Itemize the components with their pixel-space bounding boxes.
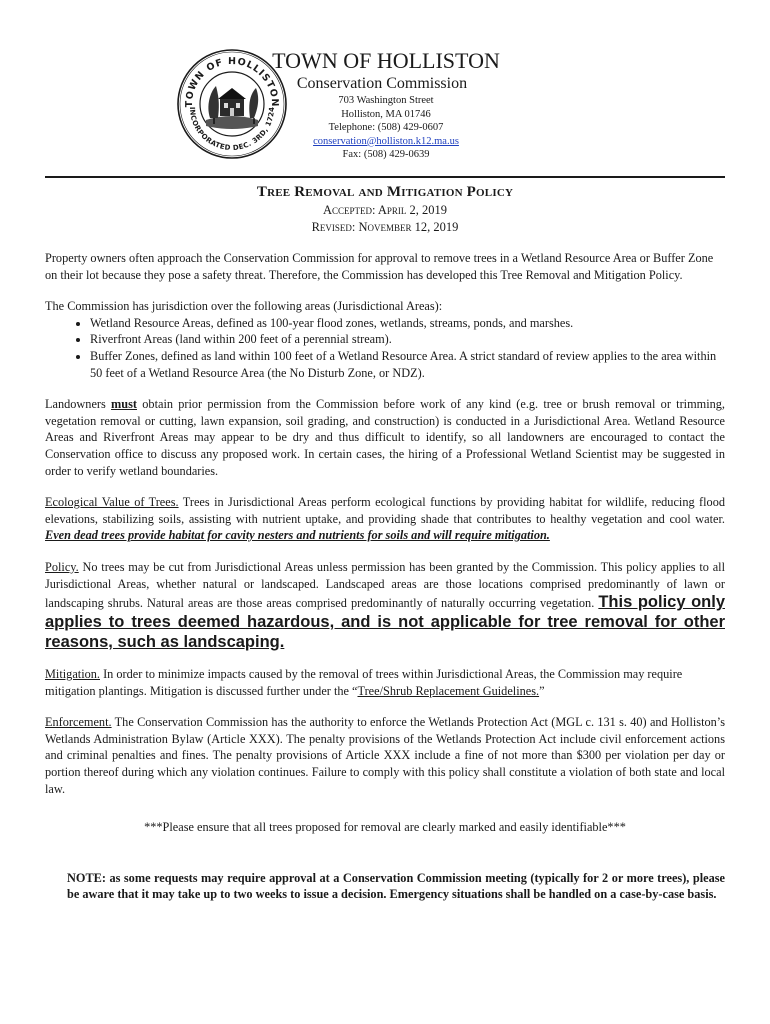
policy-heading: Policy. — [45, 559, 79, 574]
commission-name: Conservation Commission — [296, 75, 468, 92]
must-emphasis: must — [111, 397, 138, 412]
marking-notice: ***Please ensure that all trees proposed for removal are clearly marked and easily identifiable*** — [144, 820, 626, 835]
document-body — [45, 250, 725, 903]
enforcement-heading: Enforcement. — [45, 715, 112, 730]
title-block — [45, 182, 725, 236]
telephone: Telephone: (508) 429-0607 — [328, 122, 444, 134]
jurisdiction-lead: The Commission has jurisdiction over the following areas (Jurisdictional Areas): — [45, 299, 443, 314]
ecological-heading: Ecological Value of Trees. — [45, 495, 179, 510]
list-item: • Riverfront Areas (land within 200 feet of a perennial stream). — [90, 331, 725, 348]
email-link[interactable]: conservation@holliston.k12.ma.us — [313, 135, 459, 147]
note-paragraph: NOTE: as some requests may require approval at a Conservation Commission meeting (typically for 2 or more trees), please be aware that it may take up to two weeks to issue a decision. Emergency situations shall be handled on a case-by-case basis. — [67, 870, 725, 902]
enforcement-paragraph: Enforcement. The Conservation Commission has the authority to enforce the Wetlands Protection Act (MGL c. 131 s. 40) and Holliston’s Wetlands Administration Bylaw (Article XXX). The penalty provisions of the Wetlands Protection Act include civil enforcement actions and criminal penalties and fines. The penalty provisions of Article XXX include a fine of not more than $300 per violation per day or portion thereof during which any violation continues. Failure to comply with this policy shall constitute a violation of both state and local law. — [45, 715, 725, 796]
town-name: TOWN OF HOLLISTON — [272, 48, 500, 73]
mitigation-paragraph: Mitigation. In order to minimize impacts caused by the removal of trees within Jurisdictional Areas, the Commission may require mitigation plantings. Mitigation is discussed further under the “Tree/Shrub Replacement Guidelines.” — [45, 667, 683, 698]
street-address: 703 Washington Street — [338, 95, 434, 106]
mitigation-heading: Mitigation. — [45, 667, 100, 682]
intro-paragraph: Property owners often approach the Conservation Commission for approval to remove trees in a Wetland Resource Area or Buffer Zone on their lot because they pose a safety threat. Therefore, the Commission has developed this Tree Removal and Mitigation Policy. — [45, 251, 714, 282]
letterhead — [268, 48, 504, 162]
header-divider — [45, 176, 725, 178]
dead-trees-emphasis: Even dead trees provide habitat for cavity nesters and nutrients for soils and will require mitigation. — [45, 528, 550, 543]
landowners-paragraph: Landowners must obtain prior permission from the Commission before work of any kind (e.g. tree or brush removal or trimming, vegetation removal or cutting, lawn expansion, soil grading, and construction) is conducted in a Jurisdictional Area. Wetland Resource Areas and Riverfront Areas may appear to be dry and thus difficult to identify, so all landowners are encouraged to contact the Conservation office to discuss any proposed work. In certain cases, the hiring of a Professional Wetland Scientist may be suggested in order to verify wetland boundaries. — [45, 397, 726, 478]
policy-paragraph: Policy. No trees may be cut from Jurisdictional Areas unless permission has been granted by the Commission. This policy applies to all Jurisdictional Areas, whether natural or landscaped. Landscaped areas are those locations comprised predominantly of lawn or landscaping shrubs. Natural areas are those areas comprised predominantly of naturally occurring vegetation. This policy only applies to trees deemed hazardous, and is not applicable for tree removal for other reasons, such as landscaping. — [45, 559, 725, 652]
seal-village-scene — [206, 86, 258, 129]
policy-emphasis: This policy only applies to trees deemed hazardous, and is not applicable for tree removal for other reasons, such as landscaping. — [45, 593, 725, 652]
seal-ring-bottom-text: INCORPORATED DEC. 3RD, 1724 — [187, 106, 277, 153]
list-item: • Wetland Resource Areas, defined as 100-year flood zones, wetlands, streams, ponds, and marshes. — [90, 315, 725, 332]
fax: Fax: (508) 429-0639 — [342, 149, 430, 161]
document-title: Tree Removal and Mitigation Policy — [256, 184, 514, 200]
jurisdiction-list — [45, 315, 725, 381]
list-item: • Buffer Zones, defined as land within 100 feet of a Wetland Resource Area. A strict standard of review applies to the area within 50 feet of a Wetland Resource Area (the No Disturb Zone, or NDZ). — [90, 348, 725, 381]
replacement-guidelines-link[interactable]: Tree/Shrub Replacement Guidelines. — [357, 683, 540, 698]
revised-date: Revised: November 12, 2019 — [311, 220, 459, 234]
accepted-date: Accepted: April 2, 2019 — [322, 203, 448, 217]
city-state-zip: Holliston, MA 01746 — [341, 108, 431, 120]
seal-ring-top-text: TOWN OF HOLLISTON — [183, 55, 281, 108]
ecological-value-paragraph: Ecological Value of Trees. Trees in Jurisdictional Areas perform ecological functions by providing habitat for wildlife, reducing flood elevations, stabilizing soils, assisting with nutrient uptake, and providing shade that contributes to healthy vegetation and cool water. Even dead trees provide habitat for cavity nesters and nutrients for soils and will require mitigation. — [45, 495, 725, 543]
